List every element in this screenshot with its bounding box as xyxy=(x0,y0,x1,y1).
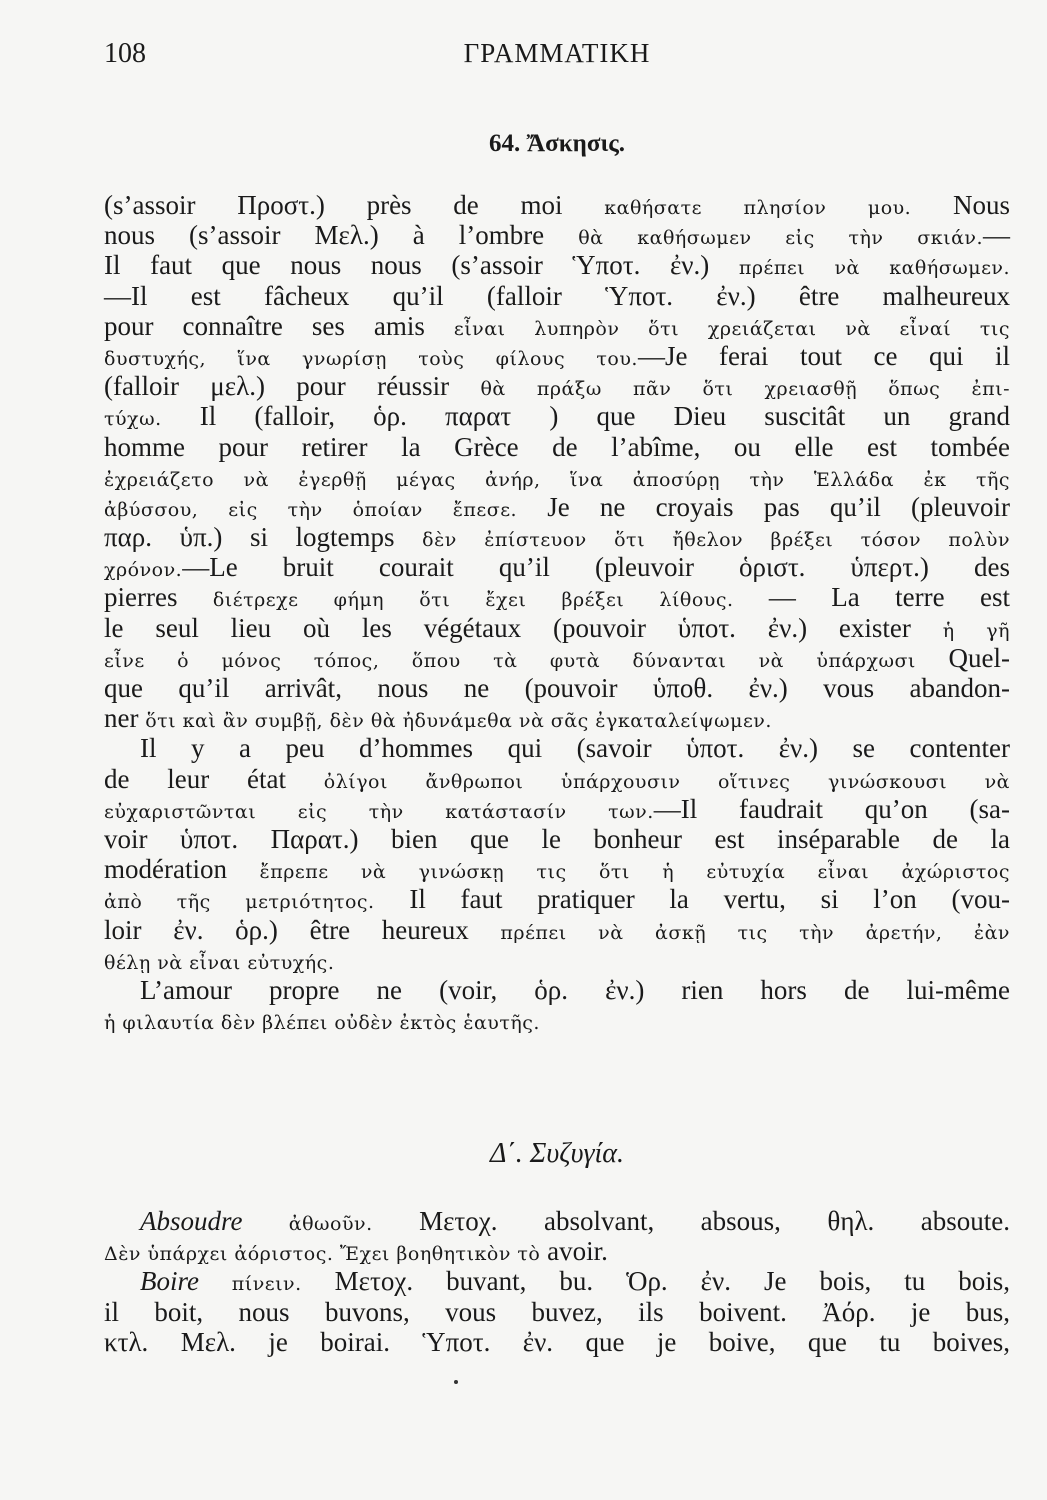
text-line xyxy=(104,1005,1010,1035)
text-line xyxy=(104,945,1010,975)
french-text: Je ne croyais pas qu’il (pleuvoir xyxy=(517,491,1010,522)
greek-text: ἡ φιλαυτία δὲν βλέπει οὐδὲν ἐκτὸς ἑαυτῆς. xyxy=(104,1012,540,1035)
french-text: L’amour propre ne (voir, ὁρ. ἐν.) rien hors de lui-même xyxy=(140,974,1010,1005)
italic-term: Boire xyxy=(140,1266,199,1297)
text-line xyxy=(104,582,1010,612)
greek-text: εὐχαριστῶνται εἰς τὴν κατάστασίν των. xyxy=(104,800,654,823)
french-text: Μετοχ. buvant, bu. Ὁρ. ἐν. Je bois, tu bois, xyxy=(301,1266,1010,1297)
subsection-title: Δ΄. Συζυγία. xyxy=(490,1138,624,1169)
italic-term: Absoudre xyxy=(140,1206,243,1236)
greek-text: ἐχρειάζετο νὰ ἐγερθῇ μέγας ἀνήρ, ἵνα ἀποσύρῃ τὴν Ἑλλάδα ἐκ τῆς xyxy=(104,468,1010,491)
text-line xyxy=(104,190,1010,220)
text-line xyxy=(104,764,1010,794)
french-text: voir ὑποτ. Παρατ.) bien que le bonheur est inséparable de la xyxy=(104,823,1010,854)
text-line xyxy=(104,432,1010,462)
text-line xyxy=(104,884,1010,914)
greek-text: δυστυχής, ἵνα γνωρίσῃ τοὺς φίλους του. xyxy=(104,347,638,370)
running-head: ΓΡΑΜΜΑΤΙΚΗ xyxy=(463,38,651,68)
greek-text: πρέπει νὰ ἀσκῇ τις τὴν ἀρετήν, ἐὰν xyxy=(500,921,1010,944)
text-line xyxy=(104,703,1010,733)
greek-text: εἶνε ὁ μόνος τόπος, ὅπου τὰ φυτὰ δύνανται νὰ ὑπάρχωσι xyxy=(104,649,916,672)
greek-text: θὰ πράξω πᾶν ὅτι χρειασθῇ ὅπως ἐπι- xyxy=(480,378,1010,401)
text-line xyxy=(104,250,1010,280)
french-text: homme pour retirer la Grèce de l’abîme, ou elle est tombée xyxy=(104,431,1010,462)
french-text: nous (s’assoir Μελ.) à l’ombre xyxy=(104,220,579,251)
text-line xyxy=(104,794,1010,824)
text-line xyxy=(104,975,1010,1005)
text-line xyxy=(104,552,1010,582)
text-line xyxy=(104,401,1010,431)
text-line xyxy=(104,462,1010,492)
text-line xyxy=(104,522,1010,552)
french-text: —Le bruit courait qu’il (pleuvoir ὁριστ. ὑπερτ.) des xyxy=(182,552,1010,583)
text-line xyxy=(104,371,1010,401)
greek-text: θὰ καθήσωμεν εἰς τὴν σκιάν. xyxy=(578,227,983,250)
greek-text: διέτρεχε φήμη ὅτι ἔχει βρέξει λίθους. xyxy=(212,589,734,612)
french-text: Nous xyxy=(911,190,1010,220)
greek-text: πίνειν. xyxy=(198,1273,302,1296)
french-text: Quel- xyxy=(915,642,1010,673)
french-text: avoir. xyxy=(540,1236,608,1267)
french-text: Il y a peu d’hommes qui (savoir ὑποτ. ἐν.) se contenter xyxy=(140,733,1010,764)
greek-text: θέλῃ νὰ εἶναι εὐτυχής. xyxy=(104,951,335,974)
french-text: pierres xyxy=(104,582,213,613)
greek-text: χρόνον. xyxy=(104,559,183,582)
french-text: —Je ferai tout ce qui il xyxy=(637,340,1010,371)
french-text: Il faut que nous nous (s’assoir Ὑποτ. ἐν.) xyxy=(104,250,739,281)
page-number: 108 xyxy=(104,38,146,69)
greek-text: καθήσατε πλησίον μου. xyxy=(604,197,912,219)
greek-text: ἔπρεπε νὰ γινώσκῃ τις ὅτι ἡ εὐτυχία εἶναι ἀχώριστος xyxy=(259,861,1010,884)
text-line xyxy=(104,915,1010,945)
section-title: 64. Ἄσκησις. xyxy=(489,130,625,157)
book-page xyxy=(104,0,1010,1500)
text-line xyxy=(104,673,1010,703)
french-text: Μετοχ. absolvant, absous, θηλ. absoute. xyxy=(372,1206,1010,1236)
text-line xyxy=(104,1327,1010,1357)
french-text: — La terre est xyxy=(733,582,1010,613)
greek-text: πρέπει νὰ καθήσωμεν. xyxy=(738,257,1011,280)
greek-text: δὲν ἐπίστευον ὅτι ἤθελον βρέξει τόσον πολὺν xyxy=(422,529,1011,552)
text-line xyxy=(104,220,1010,250)
text-line xyxy=(104,854,1010,884)
greek-text: Δὲν ὑπάρχει ἀόριστος. Ἔχει βοηθητικὸν τὸ xyxy=(104,1243,541,1266)
french-text: κτλ. Μελ. je boirai. Ὑποτ. ἐν. que je boive, que tu boives, xyxy=(104,1326,1010,1357)
text-line xyxy=(104,824,1010,854)
conjugation-text xyxy=(104,1206,1010,1357)
greek-text: τύχω. xyxy=(104,408,162,431)
french-text: il boit, nous buvons, vous buvez, ils boivent. Ἀόρ. je bus, xyxy=(104,1296,1010,1327)
page-header xyxy=(104,38,1010,78)
text-line xyxy=(104,613,1010,643)
french-text: —Il est fâcheux qu’il (falloir Ὑποτ. ἐν.) être malheureux xyxy=(104,280,1010,311)
greek-text: εἶναι λυπηρὸν ὅτι χρειάζεται νὰ εἶναί τις xyxy=(453,317,1011,340)
greek-text: ὀλίγοι ἄνθρωποι ὑπάρχουσιν οἵτινες γινώσκουσι νὰ xyxy=(323,770,1011,793)
text-line xyxy=(104,1206,1010,1236)
text-line xyxy=(104,643,1010,673)
text-line xyxy=(104,341,1010,371)
greek-text: ἀθωοῦν. xyxy=(242,1213,373,1235)
french-text: pour connaître ses amis xyxy=(104,310,454,341)
text-line xyxy=(104,311,1010,341)
greek-text: ἀβύσσου, εἰς τὴν ὁποίαν ἔπεσε. xyxy=(104,498,518,521)
greek-text: ἡ γῆ xyxy=(942,619,1010,642)
french-text: ner xyxy=(104,703,146,734)
french-text: (falloir μελ.) pour réussir xyxy=(104,371,481,402)
greek-text: ἀπὸ τῆς μετριότητος. xyxy=(104,891,375,914)
text-line xyxy=(104,1236,1010,1266)
french-text: Il faut pratiquer la vertu, si l’on (vou- xyxy=(374,884,1010,915)
french-text: de leur état xyxy=(104,763,324,794)
exercise-text xyxy=(104,190,1010,1035)
text-line xyxy=(104,1297,1010,1327)
text-line xyxy=(104,281,1010,311)
greek-text: ὅτι καὶ ἂν συμβῇ, δὲν θὰ ἠδυνάμεθα νὰ σᾶς ἐγκαταλείψωμεν. xyxy=(145,710,772,733)
french-text: Il (falloir, ὁρ. παρατ ) que Dieu suscitât un grand xyxy=(161,401,1010,432)
french-text: le seul lieu où les végétaux (pouvoir ὑποτ. ἐν.) exister xyxy=(104,612,943,643)
text-line xyxy=(104,733,1010,763)
french-text: (s’assoir Προστ.) près de moi xyxy=(104,190,605,220)
text-line xyxy=(104,492,1010,522)
french-text: que qu’il arrivât, nous ne (pouvoir ὑποθ. ἐν.) vous abandon- xyxy=(104,673,1010,703)
french-text: loir ἐν. ὁρ.) être heureux xyxy=(104,914,501,945)
french-text: — xyxy=(983,220,1010,251)
french-text: —Il faudrait qu’on (sa- xyxy=(653,793,1010,824)
french-text: παρ. ὑπ.) si logtemps xyxy=(104,522,423,553)
text-line xyxy=(104,1266,1010,1296)
french-text: modération xyxy=(104,854,260,885)
page-mark xyxy=(454,1380,458,1384)
